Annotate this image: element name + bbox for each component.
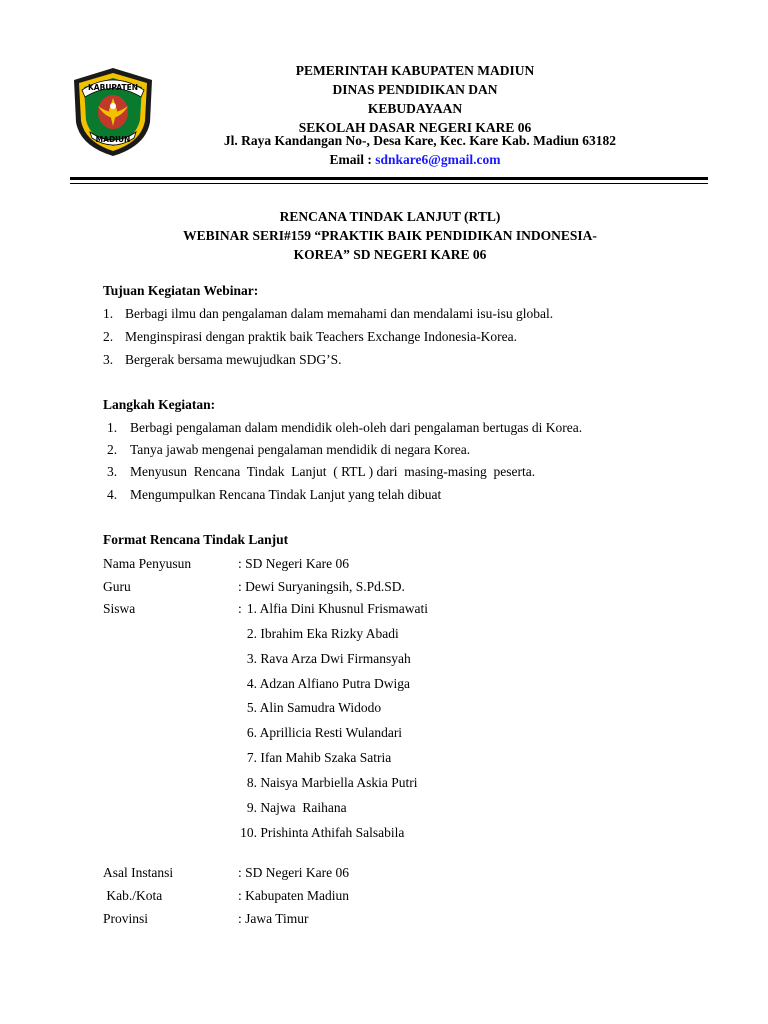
kabupaten-madiun-logo <box>68 66 158 158</box>
student-item <box>236 700 381 716</box>
student-number: 9. <box>246 800 257 815</box>
student-name: Adzan Alfiano Putra Dwiga <box>259 676 410 691</box>
format-heading: Format Rencana Tindak Lanjut <box>103 532 289 547</box>
list-text: Berbagi pengalaman dalam mendidik oleh-oleh dari pengalaman bertugas di Korea. <box>130 420 583 435</box>
student-item <box>236 676 410 692</box>
nama-penyusun-value: : SD Negeri Kare 06 <box>238 556 349 571</box>
header-divider-thin <box>70 183 708 184</box>
guru-label: Guru <box>103 579 131 594</box>
list-number: 3. <box>107 464 118 479</box>
svg-text:MADIUN: MADIUN <box>95 135 131 144</box>
list-number: 3. <box>103 352 114 367</box>
student-name: Prishinta Athifah Salsabila <box>260 825 405 840</box>
header-divider-thick <box>70 177 708 180</box>
student-name: Alin Samudra Widodo <box>259 700 382 715</box>
student-number: 1. <box>246 601 257 616</box>
tujuan-item <box>103 352 341 368</box>
student-number: 2. <box>246 626 257 641</box>
student-item <box>236 626 399 642</box>
student-item <box>236 601 428 617</box>
siswa-colon: : <box>238 601 242 616</box>
student-item <box>236 725 402 741</box>
list-text: Menginspirasi dengan praktik baik Teachers Exchange Indonesia-Korea. <box>125 329 518 344</box>
student-number: 7. <box>246 750 257 765</box>
student-item <box>236 775 417 791</box>
list-number: 1. <box>107 420 118 435</box>
student-name: Aprillicia Resti Wulandari <box>259 725 403 740</box>
student-name: Rava Arza Dwi Firmansyah <box>260 651 411 666</box>
student-number: 10. <box>240 825 257 840</box>
asal-instansi-label: Asal Instansi <box>103 865 174 880</box>
list-number: 2. <box>103 329 114 344</box>
student-number: 8. <box>246 775 257 790</box>
student-number: 3. <box>246 651 257 666</box>
student-name: Alfia Dini Khusnul Frismawati <box>259 601 429 616</box>
student-item <box>236 825 404 841</box>
list-number: 4. <box>107 487 118 502</box>
list-number: 1. <box>103 306 114 321</box>
list-text: Menyusun Rencana Tindak Lanjut ( RTL ) dari masing-masing peserta. <box>130 464 536 479</box>
kab-kota-label: Kab./Kota <box>103 888 163 903</box>
guru-value: : Dewi Suryaningsih, S.Pd.SD. <box>238 579 405 594</box>
list-text: Tanya jawab mengenai pengalaman mendidik di negara Korea. <box>130 442 471 457</box>
list-text: Berbagi ilmu dan pengalaman dalam memahami dan mendalami isu-isu global. <box>125 306 554 321</box>
list-number: 2. <box>107 442 118 457</box>
header-government-line: PEMERINTAH KABUPATEN MADIUN <box>295 63 535 78</box>
student-name: Naisya Marbiella Askia Putri <box>260 775 418 790</box>
email-link[interactable]: sdnkare6@gmail.com <box>375 152 501 167</box>
document-subtitle-line-2: KOREA” SD NEGERI KARE 06 <box>293 247 487 262</box>
langkah-item <box>107 442 470 458</box>
document-title: RENCANA TINDAK LANJUT (RTL) <box>279 209 501 224</box>
student-name: Najwa Raihana <box>260 800 347 815</box>
svg-text:KABUPATEN: KABUPATEN <box>88 83 138 92</box>
provinsi-label: Provinsi <box>103 911 149 926</box>
tujuan-item <box>103 329 517 345</box>
tujuan-heading: Tujuan Kegiatan Webinar: <box>103 283 259 298</box>
header-school-name: SEKOLAH DASAR NEGERI KARE 06 <box>298 120 532 135</box>
email-label: Email : <box>329 152 376 167</box>
student-name: Ifan Mahib Szaka Satria <box>260 750 392 765</box>
asal-instansi-value: : SD Negeri Kare 06 <box>238 865 349 880</box>
list-text: Mengumpulkan Rencana Tindak Lanjut yang telah dibuat <box>130 487 442 502</box>
header-email-line <box>165 150 665 169</box>
student-number: 4. <box>246 676 257 691</box>
student-number: 5. <box>246 700 257 715</box>
langkah-item <box>107 487 441 503</box>
header-address: Jl. Raya Kandangan No-, Desa Kare, Kec. Kare Kab. Madiun 63182 <box>223 133 617 148</box>
student-item <box>236 651 411 667</box>
kab-kota-value: : Kabupaten Madiun <box>238 888 349 903</box>
student-name: Ibrahim Eka Rizky Abadi <box>260 626 399 641</box>
list-text: Bergerak bersama mewujudkan SDG’S. <box>125 352 342 367</box>
header-department-line-2: KEBUDAYAAN <box>367 101 463 116</box>
student-item <box>236 800 347 816</box>
document-subtitle-line-1: WEBINAR SERI#159 “PRAKTIK BAIK PENDIDIKAN INDONESIA- <box>183 228 597 243</box>
header-department-line: DINAS PENDIDIKAN DAN <box>332 82 498 97</box>
student-number: 6. <box>246 725 257 740</box>
langkah-heading: Langkah Kegiatan: <box>103 397 216 412</box>
nama-penyusun-label: Nama Penyusun <box>103 556 192 571</box>
student-item <box>236 750 391 766</box>
siswa-label: Siswa <box>103 601 136 616</box>
provinsi-value: : Jawa Timur <box>238 911 309 926</box>
langkah-item <box>107 420 582 436</box>
tujuan-item <box>103 306 553 322</box>
langkah-item <box>107 464 535 480</box>
